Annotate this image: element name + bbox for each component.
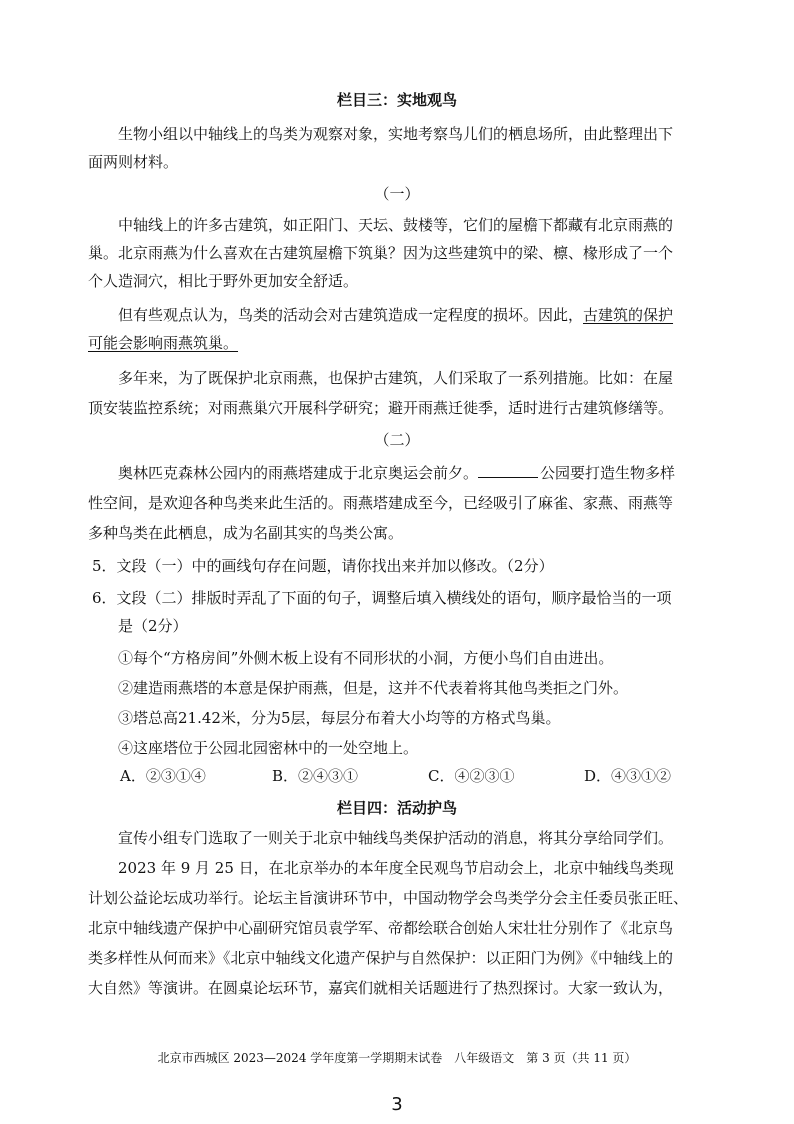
news-line: 计划公益论坛成功举行。论坛主旨演讲环节中，中国动物学会鸟类学分会主任委员张正旺、 <box>88 889 689 907</box>
paragraph-line: 个人造洞穴，相比于野外更加安全舒适。 <box>88 272 359 290</box>
section-intro-line: 生物小组以中轴线上的鸟类为观察对象，实地考察鸟儿们的栖息场所，由此整理出下 <box>118 125 674 143</box>
option-c: C．④②③① <box>428 767 515 785</box>
paragraph-text: 但有些观点认为，鸟类的活动会对古建筑造成一定程度的损坏。因此， <box>118 306 584 324</box>
option-d: D．④③①② <box>584 767 672 785</box>
section-title-protection: 栏目四：活动护鸟 <box>336 799 457 817</box>
sentence-4: ④这座塔位于公园北园密林中的一处空地上。 <box>118 739 419 757</box>
sentence-1: ①每个“方格房间”外侧木板上设有不同形状的小洞，方便小鸟们自由进出。 <box>118 649 614 667</box>
underlined-sentence: 古建筑的保护 <box>583 306 674 324</box>
material-one-heading: （一） <box>374 185 420 203</box>
paragraph-line: 多种鸟类在此栖息，成为名副其实的鸟类公寓。 <box>88 524 404 542</box>
paragraph-line: 性空间，是欢迎各种鸟类来此生活的。雨燕塔建成至今，已经吸引了麻雀、家燕、雨燕等 <box>88 494 674 512</box>
paragraph-line: 中轴线上的许多古建筑，如正阳门、天坛、鼓楼等，它们的屋檐下都藏有北京雨燕的 <box>118 216 674 234</box>
material-two-heading: （二） <box>374 431 420 449</box>
option-a: A．②③①④ <box>120 767 206 785</box>
paragraph-line <box>88 333 718 353</box>
underlined-sentence: 可能会影响雨燕筑巢。 <box>88 334 239 352</box>
question-6: 6．文段（二）排版时弄乱了下面的句子，调整后填入横线处的语句，顺序最恰当的一项 <box>92 589 672 607</box>
paragraph-line: 顶安装监控系统；对雨燕巢穴开展科学研究；避开雨燕迁徙季，适时进行古建筑修缮等。 <box>88 399 674 417</box>
news-line: 2023 年 9 月 25 日，在北京举办的本年度全民观鸟节启动会上，北京中轴线鸟类现 <box>118 859 674 877</box>
news-line: 类多样性从何而来》《北京中轴线文化遗产保护与自然保护：以正阳门为例》《中轴线上的 <box>88 949 674 967</box>
option-b: B．②④③① <box>272 767 359 785</box>
paragraph-line <box>118 463 718 483</box>
question-6-cont: 是（2分） <box>118 617 188 635</box>
paragraph-line: 巢。北京雨燕为什么喜欢在古建筑屋檐下筑巢？因为这些建筑中的梁、檩、椽形成了一个 <box>88 244 674 262</box>
paragraph-line <box>118 305 718 325</box>
paragraph-text: 奥林匹克森林公园内的雨燕塔建成于北京奥运会前夕。 <box>118 464 479 482</box>
sentence-3: ③塔总高21.42米，分为5层，每层分布着大小均等的方格式鸟巢。 <box>118 709 561 727</box>
section-intro-line: 面两则材料。 <box>88 153 179 171</box>
sentence-2: ②建造雨燕塔的本意是保护雨燕，但是，这并不代表着将其他鸟类拒之门外。 <box>118 679 629 697</box>
paragraph-text: 公园要打造生物多样 <box>540 464 676 482</box>
paragraph-line: 多年来，为了既保护北京雨燕，也保护古建筑，人们采取了一系列措施。比如：在屋 <box>118 369 674 387</box>
question-5: 5．文段（一）中的画线句存在问题，请你找出来并加以修改。（2分） <box>92 557 554 575</box>
page-footer: 北京市西城区 2023—2024 学年度第一学期期末试卷 八年级语文 第 3 页（共 11 页） <box>157 1051 637 1065</box>
section-intro-line: 宣传小组专门选取了一则关于北京中轴线鸟类保护活动的消息，将其分享给同学们。 <box>118 829 674 847</box>
section-title-observation: 栏目三：实地观鸟 <box>336 91 457 109</box>
news-line: 北京中轴线遗产保护中心副研究馆员袁学军、帝都绘联合创始人宋壮壮分别作了《北京鸟 <box>88 919 674 937</box>
answer-blank <box>478 463 538 478</box>
news-line: 大自然》等演讲。在圆桌论坛环节，嘉宾们就相关话题进行了热烈探讨。大家一致认为， <box>88 979 674 997</box>
page-number: 3 <box>391 1094 403 1115</box>
